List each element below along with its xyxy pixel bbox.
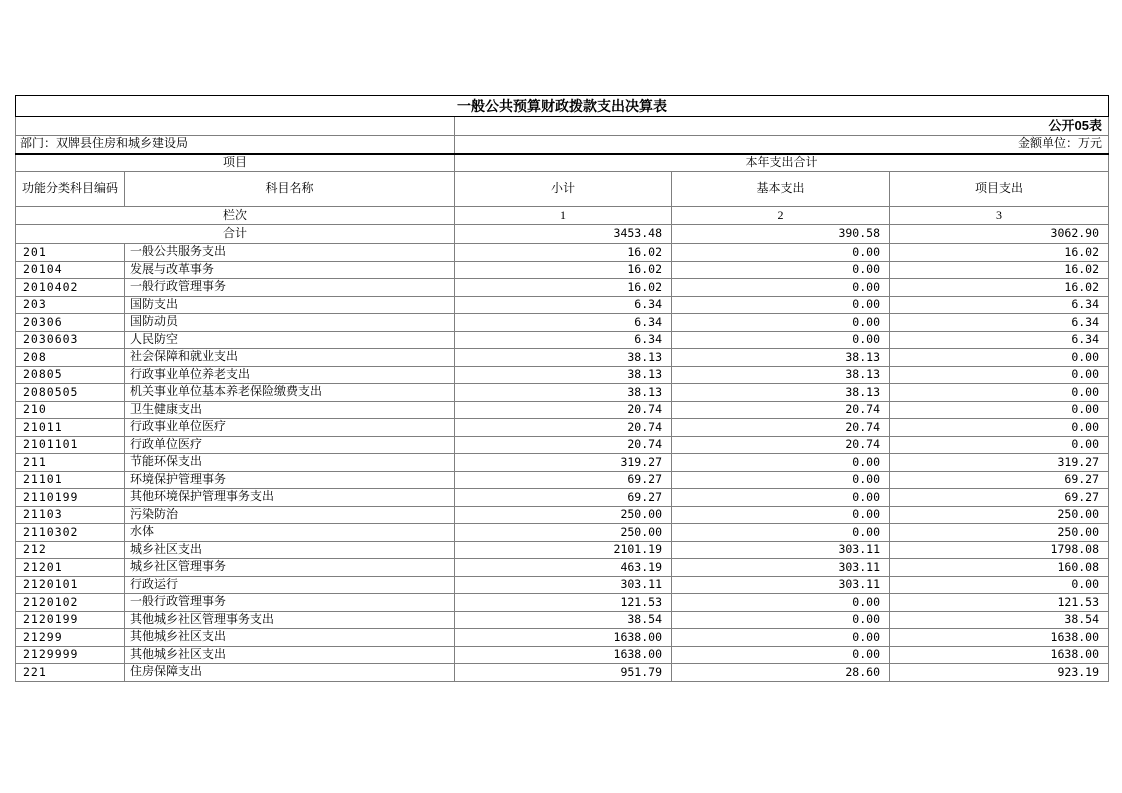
table-row	[16, 489, 1109, 507]
row-project: 250.00	[890, 506, 1109, 524]
row-subtotal: 1638.00	[455, 629, 672, 647]
row-basic: 0.00	[672, 331, 890, 349]
row-code: 2110199	[16, 489, 125, 507]
row-subtotal: 319.27	[455, 454, 672, 472]
row-code: 2101101	[16, 436, 125, 454]
row-project: 0.00	[890, 384, 1109, 402]
col-num-1: 1	[455, 207, 672, 225]
row-code: 21101	[16, 471, 125, 489]
row-basic: 0.00	[672, 261, 890, 279]
row-project: 6.34	[890, 314, 1109, 332]
row-name: 行政单位医疗	[125, 436, 455, 454]
row-basic: 0.00	[672, 646, 890, 664]
row-name: 一般行政管理事务	[125, 594, 455, 612]
header-subtotal-col: 小计	[455, 172, 672, 207]
row-project: 69.27	[890, 489, 1109, 507]
row-code: 20104	[16, 261, 125, 279]
table-row	[16, 646, 1109, 664]
department-label: 部门：双牌县住房和城乡建设局	[16, 136, 455, 154]
row-code: 211	[16, 454, 125, 472]
row-name: 国防动员	[125, 314, 455, 332]
row-project: 6.34	[890, 296, 1109, 314]
table-row	[16, 384, 1109, 402]
row-subtotal: 16.02	[455, 244, 672, 262]
table-row	[16, 244, 1109, 262]
row-basic: 303.11	[672, 559, 890, 577]
row-subtotal: 2101.19	[455, 541, 672, 559]
row-code: 221	[16, 664, 125, 682]
table-row	[16, 349, 1109, 367]
row-basic: 0.00	[672, 296, 890, 314]
header-code-col: 功能分类科目编码	[16, 172, 125, 207]
row-basic: 0.00	[672, 594, 890, 612]
row-project: 0.00	[890, 366, 1109, 384]
row-subtotal: 463.19	[455, 559, 672, 577]
row-project: 0.00	[890, 349, 1109, 367]
row-name: 一般行政管理事务	[125, 279, 455, 297]
row-name: 国防支出	[125, 296, 455, 314]
row-code: 20306	[16, 314, 125, 332]
row-project: 0.00	[890, 436, 1109, 454]
row-name: 住房保障支出	[125, 664, 455, 682]
row-basic: 0.00	[672, 244, 890, 262]
row-basic: 0.00	[672, 471, 890, 489]
table-row	[16, 664, 1109, 682]
header-basic-col: 基本支出	[672, 172, 890, 207]
total-basic: 390.58	[672, 225, 890, 244]
row-name: 城乡社区管理事务	[125, 559, 455, 577]
row-subtotal: 16.02	[455, 261, 672, 279]
row-code: 208	[16, 349, 125, 367]
row-name: 节能环保支出	[125, 454, 455, 472]
row-basic: 28.60	[672, 664, 890, 682]
row-project: 16.02	[890, 279, 1109, 297]
unit-label: 金额单位：万元	[455, 136, 1109, 154]
row-subtotal: 6.34	[455, 296, 672, 314]
col-num-2: 2	[672, 207, 890, 225]
table-row	[16, 331, 1109, 349]
row-project: 16.02	[890, 261, 1109, 279]
table-row	[16, 506, 1109, 524]
row-project: 16.02	[890, 244, 1109, 262]
row-code: 21103	[16, 506, 125, 524]
row-subtotal: 250.00	[455, 506, 672, 524]
table-row	[16, 541, 1109, 559]
row-subtotal: 6.34	[455, 314, 672, 332]
row-name: 城乡社区支出	[125, 541, 455, 559]
row-project: 0.00	[890, 419, 1109, 437]
row-basic: 38.13	[672, 349, 890, 367]
row-code: 203	[16, 296, 125, 314]
row-project: 1798.08	[890, 541, 1109, 559]
row-code: 21011	[16, 419, 125, 437]
row-subtotal: 20.74	[455, 401, 672, 419]
table-code-label: 公开05表	[455, 117, 1109, 136]
table-row	[16, 524, 1109, 542]
header-name-col: 科目名称	[125, 172, 455, 207]
table-row	[16, 559, 1109, 577]
row-name: 行政事业单位医疗	[125, 419, 455, 437]
row-name: 环境保护管理事务	[125, 471, 455, 489]
total-project: 3062.90	[890, 225, 1109, 244]
row-name: 卫生健康支出	[125, 401, 455, 419]
row-name: 其他城乡社区管理事务支出	[125, 611, 455, 629]
table-row	[16, 594, 1109, 612]
row-subtotal: 38.13	[455, 366, 672, 384]
table-row	[16, 296, 1109, 314]
row-subtotal: 38.54	[455, 611, 672, 629]
row-subtotal: 951.79	[455, 664, 672, 682]
table-row	[16, 314, 1109, 332]
row-code: 2129999	[16, 646, 125, 664]
row-subtotal: 20.74	[455, 436, 672, 454]
row-subtotal: 20.74	[455, 419, 672, 437]
page-title: 一般公共预算财政拨款支出决算表	[16, 96, 1109, 117]
row-basic: 0.00	[672, 489, 890, 507]
row-subtotal: 1638.00	[455, 646, 672, 664]
table-row	[16, 454, 1109, 472]
table-row	[16, 261, 1109, 279]
table-row	[16, 611, 1109, 629]
row-code: 2120102	[16, 594, 125, 612]
row-name: 机关事业单位基本养老保险缴费支出	[125, 384, 455, 402]
budget-expenditure-table	[15, 95, 1109, 682]
row-code: 2110302	[16, 524, 125, 542]
row-code: 2120101	[16, 576, 125, 594]
row-name: 行政运行	[125, 576, 455, 594]
row-basic: 0.00	[672, 454, 890, 472]
row-subtotal: 250.00	[455, 524, 672, 542]
row-name: 污染防治	[125, 506, 455, 524]
row-project: 1638.00	[890, 629, 1109, 647]
row-basic: 0.00	[672, 314, 890, 332]
row-project: 250.00	[890, 524, 1109, 542]
total-subtotal: 3453.48	[455, 225, 672, 244]
table-row	[16, 471, 1109, 489]
total-row-label: 合计	[16, 225, 455, 244]
row-code: 2120199	[16, 611, 125, 629]
row-project: 0.00	[890, 576, 1109, 594]
row-basic: 303.11	[672, 576, 890, 594]
table-row	[16, 279, 1109, 297]
row-name: 其他环境保护管理事务支出	[125, 489, 455, 507]
row-name: 人民防空	[125, 331, 455, 349]
header-project-group: 项目	[16, 154, 455, 172]
row-code: 2080505	[16, 384, 125, 402]
row-subtotal: 38.13	[455, 349, 672, 367]
row-project: 160.08	[890, 559, 1109, 577]
col-num-3: 3	[890, 207, 1109, 225]
row-basic: 0.00	[672, 279, 890, 297]
row-project: 0.00	[890, 401, 1109, 419]
row-name: 发展与改革事务	[125, 261, 455, 279]
row-name: 水体	[125, 524, 455, 542]
row-name: 其他城乡社区支出	[125, 646, 455, 664]
row-subtotal: 38.13	[455, 384, 672, 402]
row-code: 20805	[16, 366, 125, 384]
row-project: 121.53	[890, 594, 1109, 612]
row-code: 2010402	[16, 279, 125, 297]
header-project-col: 项目支出	[890, 172, 1109, 207]
row-basic: 0.00	[672, 629, 890, 647]
row-subtotal: 303.11	[455, 576, 672, 594]
row-subtotal: 69.27	[455, 489, 672, 507]
row-name: 一般公共服务支出	[125, 244, 455, 262]
row-project: 319.27	[890, 454, 1109, 472]
row-basic: 38.13	[672, 384, 890, 402]
row-project: 69.27	[890, 471, 1109, 489]
row-code: 21299	[16, 629, 125, 647]
row-code: 210	[16, 401, 125, 419]
row-name: 其他城乡社区支出	[125, 629, 455, 647]
row-project: 923.19	[890, 664, 1109, 682]
table-row	[16, 629, 1109, 647]
header-year-total-group: 本年支出合计	[455, 154, 1109, 172]
row-basic: 0.00	[672, 506, 890, 524]
row-subtotal: 6.34	[455, 331, 672, 349]
table-row	[16, 576, 1109, 594]
empty-cell	[16, 117, 455, 136]
row-code: 2030603	[16, 331, 125, 349]
row-basic: 0.00	[672, 611, 890, 629]
row-basic: 303.11	[672, 541, 890, 559]
row-code: 201	[16, 244, 125, 262]
row-subtotal: 16.02	[455, 279, 672, 297]
row-name: 行政事业单位养老支出	[125, 366, 455, 384]
row-name: 社会保障和就业支出	[125, 349, 455, 367]
row-basic: 38.13	[672, 366, 890, 384]
row-project: 6.34	[890, 331, 1109, 349]
row-index-label: 栏次	[16, 207, 455, 225]
row-code: 21201	[16, 559, 125, 577]
row-subtotal: 69.27	[455, 471, 672, 489]
table-row	[16, 436, 1109, 454]
row-basic: 20.74	[672, 401, 890, 419]
row-basic: 0.00	[672, 524, 890, 542]
row-basic: 20.74	[672, 419, 890, 437]
table-row	[16, 419, 1109, 437]
row-basic: 20.74	[672, 436, 890, 454]
table-row	[16, 366, 1109, 384]
table-row	[16, 401, 1109, 419]
row-project: 38.54	[890, 611, 1109, 629]
row-code: 212	[16, 541, 125, 559]
row-subtotal: 121.53	[455, 594, 672, 612]
row-project: 1638.00	[890, 646, 1109, 664]
